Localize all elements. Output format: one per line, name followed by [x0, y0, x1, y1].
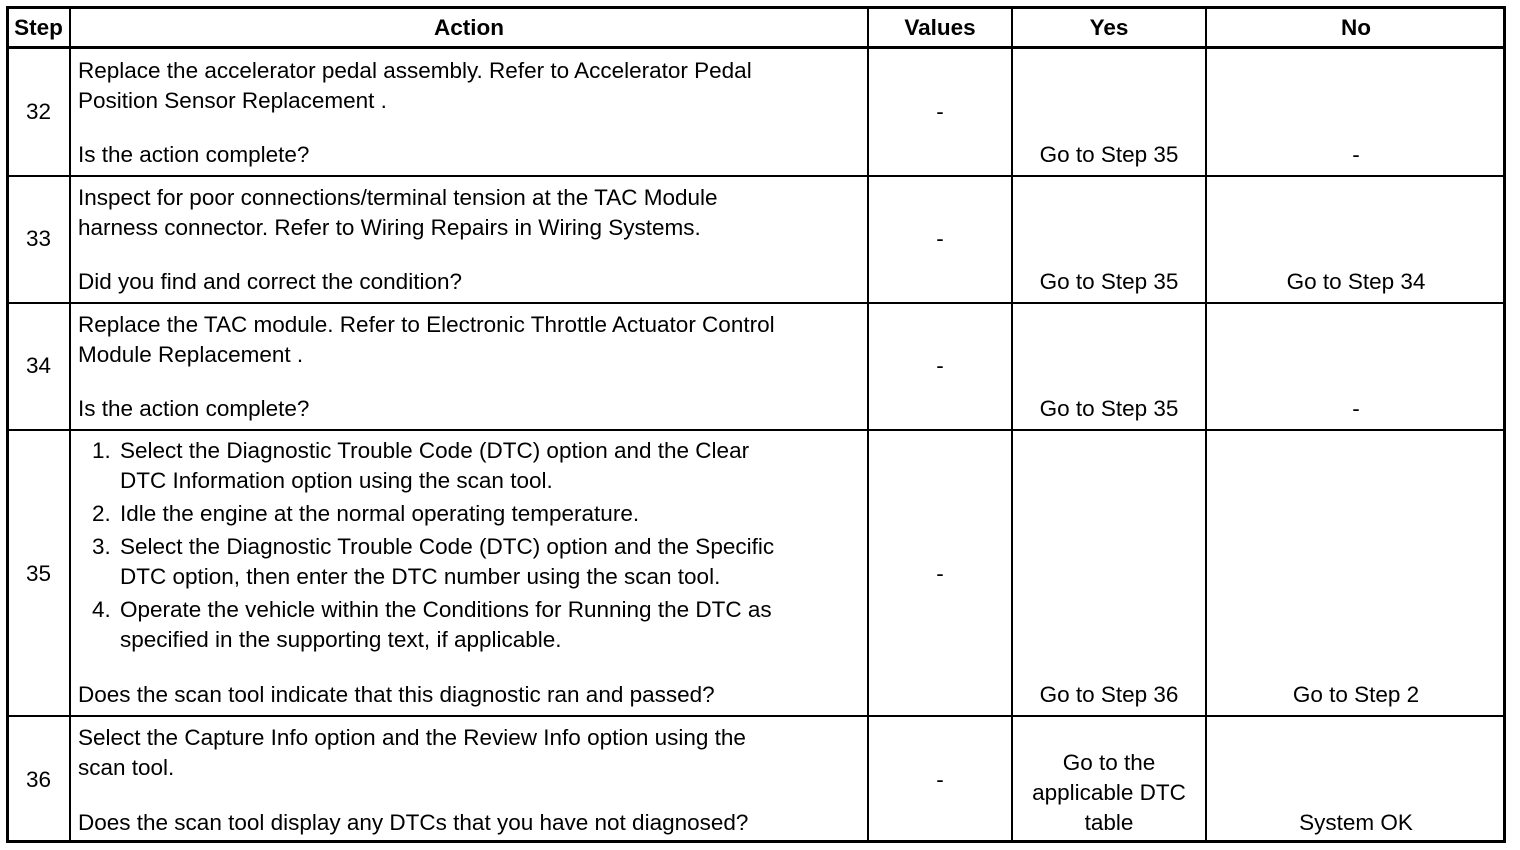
action-text: Replace the TAC module. Refer to Electronic Throttle Actuator Control [78, 312, 775, 337]
row-divider [6, 175, 1506, 177]
action-text: Module Replacement . [78, 342, 304, 367]
list-number: 3. [92, 534, 111, 559]
action-question: Is the action complete? [78, 396, 310, 421]
list-item [78, 499, 774, 529]
values-cell: - [936, 561, 944, 586]
values-cell: - [936, 353, 944, 378]
yes-cell: Go to Step 35 [1039, 142, 1179, 167]
header-no: No [1341, 15, 1371, 40]
yes-cell: Go to Step 36 [1039, 682, 1179, 707]
list-number: 1. [92, 438, 111, 463]
row-divider [6, 429, 1506, 431]
header-values: Values [904, 15, 976, 40]
yes-cell: Go to Step 35 [1039, 396, 1179, 421]
diagnostic-table [6, 6, 1506, 843]
step-number: 33 [25, 226, 52, 251]
action-text: harness connector. Refer to Wiring Repairs in Wiring Systems. [78, 215, 701, 240]
list-item [78, 532, 774, 592]
yes-cell: Go to the [1062, 750, 1156, 775]
no-cell: Go to Step 34 [1286, 269, 1426, 294]
header-action: Action [434, 15, 504, 40]
values-cell: - [936, 226, 944, 251]
header-divider [6, 46, 1506, 49]
action-text: Inspect for poor connections/terminal tension at the TAC Module [78, 185, 718, 210]
no-cell: Go to Step 2 [1292, 682, 1420, 707]
no-cell: - [1352, 142, 1360, 167]
action-text: scan tool. [78, 755, 175, 780]
action-question: Does the scan tool indicate that this diagnostic ran and passed? [78, 682, 715, 707]
yes-cell: table [1084, 810, 1134, 835]
column-divider [69, 6, 71, 843]
list-text: Select the Diagnostic Trouble Code (DTC) option and the Clear [120, 438, 750, 463]
list-item [78, 595, 774, 655]
values-cell: - [936, 99, 944, 124]
row-divider [6, 715, 1506, 717]
list-number: 4. [92, 597, 111, 622]
action-question: Is the action complete? [78, 142, 310, 167]
list-text: DTC option, then enter the DTC number using the scan tool. [120, 564, 721, 589]
action-question: Did you find and correct the condition? [78, 269, 462, 294]
list-text: Idle the engine at the normal operating temperature. [120, 501, 640, 526]
step-number: 36 [25, 767, 52, 792]
action-text: Position Sensor Replacement . [78, 88, 387, 113]
list-number: 2. [92, 501, 111, 526]
list-text: specified in the supporting text, if applicable. [120, 627, 562, 652]
values-cell: - [936, 767, 944, 792]
procedure-list [78, 436, 774, 658]
no-cell: - [1352, 396, 1360, 421]
list-text: DTC Information option using the scan tool. [120, 468, 553, 493]
step-number: 34 [25, 353, 52, 378]
yes-cell: Go to Step 35 [1039, 269, 1179, 294]
column-divider [867, 6, 869, 843]
list-text: Select the Diagnostic Trouble Code (DTC) option and the Specific [120, 534, 775, 559]
column-divider [1205, 6, 1207, 843]
action-text: Replace the accelerator pedal assembly. Refer to Accelerator Pedal [78, 58, 752, 83]
column-divider [1011, 6, 1013, 843]
header-step: Step [14, 15, 63, 40]
action-text: Select the Capture Info option and the Review Info option using the [78, 725, 746, 750]
step-number: 32 [25, 99, 52, 124]
step-number: 35 [25, 561, 52, 586]
no-cell: System OK [1299, 810, 1413, 835]
header-yes: Yes [1089, 15, 1129, 40]
list-text: Operate the vehicle within the Conditions for Running the DTC as [120, 597, 772, 622]
list-item [78, 436, 774, 496]
action-question: Does the scan tool display any DTCs that you have not diagnosed? [78, 810, 749, 835]
row-divider [6, 302, 1506, 304]
yes-cell: applicable DTC [1032, 780, 1186, 805]
